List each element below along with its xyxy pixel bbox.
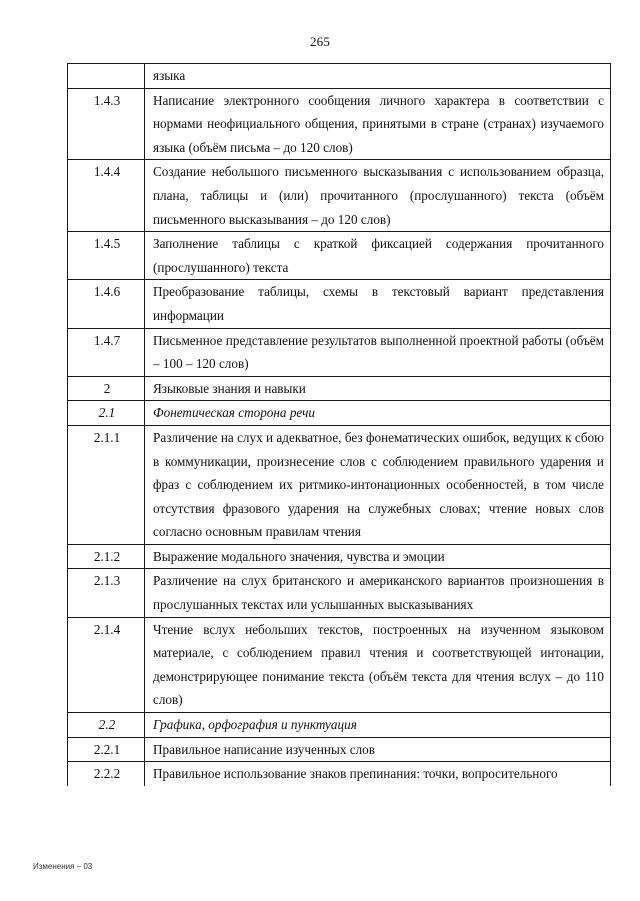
content-table bbox=[67, 63, 611, 786]
section-title: Фонетическая сторона речи bbox=[145, 401, 611, 426]
row-text: Письменное представление результатов выполненной проектной работы (объём – 100 – 120 слов) bbox=[145, 328, 611, 376]
row-number: 2.1.1 bbox=[68, 425, 145, 544]
row-number: 1.4.7 bbox=[68, 328, 145, 376]
table-row bbox=[68, 64, 611, 89]
row-text: Языковые знания и навыки bbox=[145, 376, 611, 401]
row-text: Правильное написание изученных слов bbox=[145, 737, 611, 762]
table-row bbox=[68, 280, 611, 328]
table-row bbox=[68, 737, 611, 762]
row-number bbox=[68, 64, 145, 89]
table-row bbox=[68, 425, 611, 544]
table-row bbox=[68, 88, 611, 160]
row-text: Создание небольшого письменного высказывания с использованием образца, плана, таблицы и (или) прочитанного (прослушанного) текста (объём письменного высказывания – до 120 слов) bbox=[145, 160, 611, 232]
footer-revision-note: Изменения – 03 bbox=[33, 862, 93, 871]
row-text: Различение на слух британского и американского вариантов произношения в прослушанных текстах или услышанных высказываниях bbox=[145, 569, 611, 617]
row-text: Правильное использование знаков препинания: точки, вопросительного bbox=[145, 762, 611, 786]
section-title: Графика, орфография и пунктуация bbox=[145, 713, 611, 738]
row-text: Заполнение таблицы с краткой фиксацией содержания прочитанного (прослушанного) текста bbox=[145, 232, 611, 280]
page-number: 265 bbox=[309, 34, 331, 49]
table-row bbox=[68, 160, 611, 232]
section-row bbox=[68, 713, 611, 738]
row-number: 2.2.2 bbox=[68, 762, 145, 786]
table-row bbox=[68, 544, 611, 569]
row-number: 2 bbox=[68, 376, 145, 401]
row-text: языка bbox=[145, 64, 611, 89]
table-row bbox=[68, 762, 611, 786]
table-row bbox=[68, 569, 611, 617]
row-number: 1.4.5 bbox=[68, 232, 145, 280]
row-number: 1.4.4 bbox=[68, 160, 145, 232]
row-text: Различение на слух и адекватное, без фонематических ошибок, ведущих к сбою в коммуникации, произнесение слов с соблюдением правильного ударения и фраз с соблюдением их ритмико-интонационных особенностей, в том числе отсутствия фразового ударения на служебных словах; чтение новых слов согласно основным правилам чтения bbox=[145, 425, 611, 544]
row-number: 2.1.3 bbox=[68, 569, 145, 617]
row-text: Преобразование таблицы, схемы в текстовый вариант представления информации bbox=[145, 280, 611, 328]
row-number: 2.1.2 bbox=[68, 544, 145, 569]
row-number: 1.4.3 bbox=[68, 88, 145, 160]
table-row bbox=[68, 376, 611, 401]
row-number: 2.1.4 bbox=[68, 617, 145, 712]
row-number: 1.4.6 bbox=[68, 280, 145, 328]
row-text: Написание электронного сообщения личного характера в соответствии с нормами неофициального общения, принятыми в стране (странах) изучаемого языка (объём письма – до 120 слов) bbox=[145, 88, 611, 160]
table-row bbox=[68, 328, 611, 376]
table-row bbox=[68, 617, 611, 712]
section-number: 2.1 bbox=[68, 401, 145, 426]
row-number: 2.2.1 bbox=[68, 737, 145, 762]
table-row bbox=[68, 232, 611, 280]
row-text: Выражение модального значения, чувства и эмоции bbox=[145, 544, 611, 569]
section-row bbox=[68, 401, 611, 426]
row-text: Чтение вслух небольших текстов, построенных на изученном языковом материале, с соблюдением правил чтения и соответствующей интонации, демонстрирующее понимание текста (объём текста для чтения вслух – до 110 слов) bbox=[145, 617, 611, 712]
section-number: 2.2 bbox=[68, 713, 145, 738]
